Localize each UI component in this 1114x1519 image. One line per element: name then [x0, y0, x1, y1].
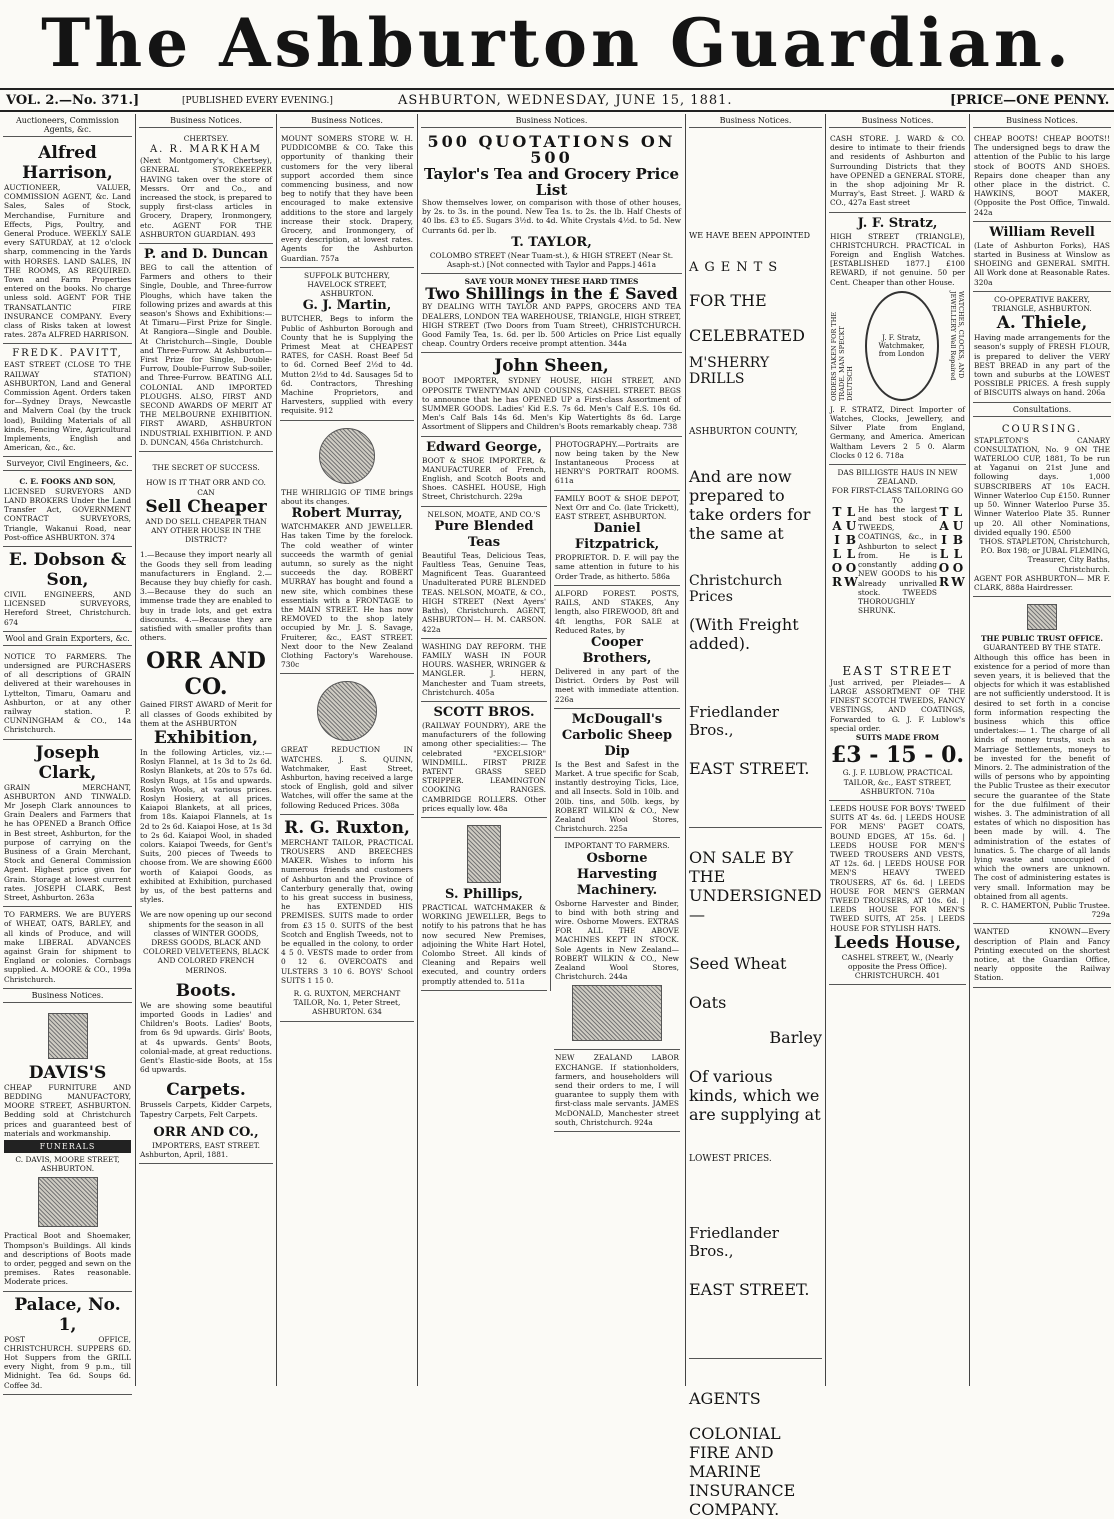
carpets-heading: Carpets.: [166, 1080, 246, 1101]
ad-title: Alfred Harrison,: [22, 143, 113, 183]
ad-title: Leeds House,: [833, 932, 962, 953]
ad-headline: SUFFOLK BUTCHERY, HAVELOCK STREET, ASHBURTON.: [303, 270, 391, 299]
washing-ad: [421, 639, 547, 702]
cooper-ad: [554, 586, 680, 709]
ad-body: STAPLETON'S CANARY CONSULTATION, No. 9 ON THE WATERLOO CUP, 1881, To be run at Yaganui on 21st June and following days. 1,000 SUBSCRIBERS AT 10s EACH. Winner Waterloo Cup £150. Runner up 50. Winner Waterloo Purse 35. Winner Waterloo Plate 35. Runner up 20. All other Nominations, divided equally 190. £500: [974, 435, 1110, 537]
column-heading: Business Notices.: [139, 114, 273, 128]
freight-text: (With Freight added).: [689, 615, 799, 653]
ad-title: William Revell: [989, 224, 1095, 240]
scott-ad: [421, 702, 547, 818]
ad-question: HOW IS IT THAT ORR AND CO. CAN: [146, 478, 266, 497]
ad-agent: AGENT FOR ASHBURTON— MR F. CLARK, 888a Hairdresser.: [974, 573, 1110, 592]
ad-body: BY DEALING WITH TAYLOR AND PAPPS, GROCERS AND TEA DEALERS, LONDON TEA WAREHOUSE, TRIANGLE, HIGH STREET, HIGH STREET (Two Doors from Tuam Street), CHRISTCHURCH. Good Family Tea, 1s. 6d. per lb. 500 Articles on Price List equally cheap. Country Orders receive prompt attention. 344a: [422, 302, 681, 349]
lublow-side-right: LUBLOW TAILOR: [937, 504, 965, 589]
insurance-text: COLONIAL FIRE AND MARINE INSURANCE COMPANY.: [689, 1424, 796, 1519]
ad-signature: R. G. RUXTON, MERCHANT TAILOR, No. 1, Peter Street, ASHBURTON. 634: [293, 989, 401, 1017]
ad-title: John Sheen,: [494, 356, 609, 377]
crest-illustration: [1027, 604, 1057, 630]
ad-title: Joseph Clark,: [35, 742, 100, 783]
orr-ad: [139, 452, 273, 1164]
ad-body: Practical Boot and Shoemaker, Thompson's Buildings. All kinds and descriptions of Boots made to order, pegged and sewn on the premises. Rates reasonable. Moderate prices.: [4, 1231, 131, 1287]
prepared-text: And are now prepared to take orders for the same at: [689, 467, 811, 543]
ad-body: Show themselves lower, on comparison with those of other houses, by 2s. to 3s. in the pound. New Tea 1s. to 2s. the lb. Half Chests of 40 lbs. £3 to £5. Sugars 3½d. to 4d. White Crystals 4½d. to 5d. New Currants 6d. per lb.: [422, 198, 681, 235]
ad-body: EAST STREET (CLOSE TO THE RAILWAY STATION) ASHBURTON, Land and General Commission Agent. Orders taken for—Sydney Drays, Newcastle and Malvern Coal (by the truck load), Building Materials of all kinds, Fencing Wire, Agricultural Implements, English and American, &c., &c.: [4, 360, 131, 453]
ad-title: THE PUBLIC TRUST OFFICE.: [980, 634, 1104, 644]
ad-body: Gained FIRST AWARD of Merit for all classes of Goods exhibited by them at the ASHBURTON: [140, 700, 272, 728]
ad-signature: G. J. F. LUBLOW, PRACTICAL TAILOR, &c., EAST STREET, ASHBURTON. 710a: [842, 768, 953, 796]
clock-illustration: [319, 428, 375, 484]
murray-ad: [280, 421, 414, 675]
fitzpatrick-ad: [554, 491, 680, 586]
photography-ad: [554, 437, 680, 491]
ad-date: Ashburton, April, 1881.: [140, 1150, 228, 1160]
ad-title: G. J. Martin,: [302, 298, 392, 314]
ad-body: Osborne Harvester and Binder, to bind with both string and wire. Osborne Mowers. EXTRAS FOR ALL THE ABOVE MACHINES KEPT IN STOCK. Sole Agents in New Zealand— ROBERT WILKIN & CO., New Zealand Wool Stores, Christchurch. 244a: [555, 898, 679, 982]
ad-subtitle: GUARANTEED BY THE STATE.: [983, 643, 1101, 653]
ward-ad: [829, 131, 966, 213]
ad-title: Palace, No. 1,: [14, 1294, 121, 1335]
section-heading: Consultations.: [973, 403, 1111, 417]
ad-body: MOUNT SOMERS STORE W. H. PUDDICOMBE & CO. Take this opportunity of thanking their customers for the very liberal support accorded them since commencing business, and now beg to notify that they have been encouraged to make extensive additions to the store and largely increase their stock. Drapery, Grocery, and Ironmongery, of every description, at lowest rates. Agents for the Ashburton Guardian. 757a: [281, 134, 413, 263]
ad-signature: R. C. HAMERTON, Public Trustee. 729a: [981, 901, 1110, 920]
ad-title: A. Thiele,: [996, 313, 1088, 334]
ad-title: Daniel Fitzpatrick,: [574, 521, 660, 553]
ad-title: C. E. FOOKS AND SON,: [19, 477, 116, 487]
section-heading: Surveyor, Civil Engineers, &c.: [3, 457, 132, 471]
ad-body: TO FARMERS. We are BUYERS of WHEAT, OATS, BARLEY, and all kinds of Produce, and will make LIBERAL ADVANCES against Grain for shipment to England or colonies. Cornbags supplied. A. MOORE & CO., 199a Christchurch.: [4, 910, 131, 984]
ad-address: CASHEL STREET, W., (Nearly opposite the Press Office). CHRISTCHURCH. 401: [841, 952, 954, 981]
boot-illustration: [38, 1177, 98, 1227]
publication-frequency: [PUBLISHED EVERY EVENING.]: [182, 96, 333, 106]
duncan-ad: [139, 244, 273, 452]
moore-ad: [3, 907, 132, 989]
farmers-notice: [3, 649, 132, 740]
ad-body: CASH STORE. J. WARD & CO. desire to intimate to their friends and residents of Ashburton and Surrounding Districts that they have OPENED a GENERAL STORE, in the shop adjoining Mr R. Murray's, East Street. J. WARD & CO., 427a East street: [830, 134, 965, 208]
lublow-ad: [829, 465, 966, 801]
puddicombe-ad: [280, 131, 414, 268]
ad-title: Osborne Harvesting Machinery.: [576, 850, 658, 898]
watch-illustration: [317, 681, 377, 741]
column-heading: Business Notices.: [421, 114, 682, 128]
clark-ad: [3, 740, 132, 908]
friedlander-heading: Friedlander Bros.,: [689, 703, 779, 739]
ad-body: In the following Articles, viz.:— Roslyn Flannel, at 1s 3d to 2s 6d. Roslyn Blankets, at 20s to 57s 6d. Roslyn Rugs, at 15s and upwards. Roslyn Wools, at various prices. Roslyn Hosiery, at all prices. Kaiapoi Blankets, at all prices, from 18s. Kaiapoi Flannels, at 1s 2d to 2s 6d. Kaiapoi Hose, at 1s 3d to 2s 6d. Kaiapoi Wool, in shaded colors. Kaiapoi Tweeds, for Gent's Suits, 200 pieces of Tweeds to choose from. We are showing £600 worth of Kaiapoi Goods, as exhibited at Exhibition, purchased by us, of the best patterns and styles.: [140, 747, 272, 905]
side-text-left: ORDERS TAKEN FOR THE TRADE. MAN SPECKT DEUTSCH: [830, 311, 854, 401]
watch-panel: [830, 291, 965, 401]
ad-headline: FAMILY BOOT & SHOE DEPOT, Next Orr and Co. (late Trickett), EAST STREET, ASHBURTON.: [555, 493, 679, 522]
ad-title: Cooper Brothers,: [582, 634, 652, 666]
various-text: Of various kinds, which we are supplying at: [689, 1067, 821, 1124]
ruxton-ad: [280, 815, 414, 1022]
wanted-ad: [973, 924, 1111, 987]
ad-body: NEW ZEALAND LABOR EXCHANGE. If stationholders, farmers, and householders will send their orders to me, I will guarantee to supply them with first-class male servants. JAMES McDONALD, Manchester street south, Christchurch. 924a: [555, 1053, 679, 1127]
column-4: [418, 114, 686, 1386]
barley-heading: Barley: [769, 1028, 822, 1047]
ad-body: LICENSED SURVEYORS AND LAND BROKERS Under the Land Transfer Act, GOVERNMENT CONTRACT SURVEYORS, Triangle, Wakanui Road, near Post-office ASHBURTON. 374: [4, 486, 131, 542]
place-and-date: ASHBURTON, WEDNESDAY, JUNE 15, 1881.: [398, 93, 733, 108]
revell-ad: [973, 222, 1111, 292]
suits-price: £3 - 15 - 0.: [830, 742, 965, 769]
ad-headline: SAVE YOUR MONEY THESE HARD TIMES: [464, 277, 639, 287]
ad-body: BOOT IMPORTER, SYDNEY HOUSE, HIGH STREET, AND OPPOSITE TWENTYMAN AND COUSINS, CASHEL STREET. BEGS to announce that he has OPENED UP a First-class Assortment of SUMMER GOODS. Ladies' Kid E.S. 7s 6d. Men's Calf E.S. 10s 6d. Men's Calf Bals 14s 6d. Men's Kip Watertights 8s 6d. Large Assortment of Slippers and Children's Boots remarkably cheap. 738: [422, 376, 681, 432]
quinn-ad: [280, 674, 414, 814]
ad-title: Edward George,: [426, 439, 542, 455]
column-5: [686, 114, 826, 1519]
ad-body: GREAT REDUCTION IN WATCHES. J. S. QUINN, Watchmaker, East Street, Ashburton, having received a large stock of English, gold and silver Watches, will offer the same at the following Reduced Prices. 308a: [281, 745, 413, 810]
ad-headline: IMPORTANT TO FARMERS.: [564, 841, 670, 851]
section-heading: Wool and Grain Exporters, &c.: [3, 632, 132, 646]
ad-body: We are now opening up our second shipments for the season in all classes of WINTER GOODS, DRESS GOODS, BLACK AND COLORED VELVETEENS, BLACK AND COLORED FRENCH MERINOS.: [140, 910, 272, 975]
agents-text: AGENTS: [689, 1389, 761, 1408]
ad-title: Two Shillings in the £ Saved: [425, 284, 678, 304]
papps-ad: [421, 274, 682, 353]
suits-text: SUITS MADE FROM: [855, 733, 940, 743]
stratz-ad: [829, 213, 966, 465]
taylor-ad: [421, 131, 682, 274]
ad-title: COURSING.: [1001, 423, 1083, 435]
ad-title: P. and D. Duncan: [144, 247, 268, 263]
price: [PRICE—ONE PENNY.: [950, 93, 1110, 108]
sell-cheaper-heading: Sell Cheaper: [145, 496, 267, 517]
ad-question: AND DO SELL CHEAPER THAN ANY OTHER HOUSE IN THE DISTRICT?: [145, 516, 267, 545]
george-ad: [421, 437, 547, 507]
column-7: [970, 114, 1114, 1386]
ad-title: McDougall's Carbolic Sheep Dip: [561, 711, 673, 759]
quotations-heading: 500 QUOTATIONS ON 500: [427, 132, 676, 167]
ad-body: Having made arrangements for the season's supply of FRESH FLOUR, is prepared to deliver the VERY BEST BREAD in any part of the town and suburbs at the LOWEST POSSIBLE PRICES. A fresh supply of BISCUITS always on hand. 206a: [974, 333, 1110, 398]
ad-body: PRACTICAL WATCHMAKER & WORKING JEWELLER, Begs to notify to his patrons that he has now secured New Premises, adjoining the White Hart Hotel, Colombo Street. All kinds of Cleaning and Repairs well executed, and country orders promptly attended to. 511a: [422, 902, 546, 986]
lublow-side-left: LUBLOW TAILOR: [830, 504, 858, 589]
column-4-right: [551, 437, 680, 1132]
markham-ad: [139, 131, 273, 244]
ad-body: BEG to call the attention of Farmers and others to their Single, Double, and Three-furrow Ploughs, which have taken the following prizes and awards at this season's Shows and Exhibitions:— At Timaru—First Prize for Single. At Rangiora—Single and Double. At Christchurch—Single, Double and Three-Furrow. At Ashburton—First Prize for Single, Double-Furrow, Double-Furrow Sub-soiler, and Three-Furrow. BEATING ALL COLONIAL AND IMPORTED PLOUGHS. ALSO, FIRST AND SECOND AWARDS OF MERIT AT THE MELBOURNE EXHIBITION. FIRST AWARD, ASHBURTON INDUSTRIAL EXHIBITION. P. AND D. DUNCAN, 456a Christchurch.: [140, 263, 272, 447]
columns: [0, 114, 1114, 1519]
funerals-banner: FUNERALS: [4, 1140, 131, 1153]
drills-heading: M'SHERRY DRILLS: [689, 355, 770, 387]
seed-wheat-heading: Seed Wheat: [689, 954, 787, 973]
ad-body: Beautiful Teas, Delicious Teas, Faultless Teas, Genuine Teas, Magnificent Teas. Guaranteed Unadulterated PURE BLENDED TEAS. NELSON, MOATE, & CO., HIGH STREET (Next Ayers' Baths), Christchurch. AGENT, ASHBURTON— H. M. CARSON. 422a: [422, 550, 546, 634]
ad-signature: T. TAYLOR,: [511, 234, 592, 250]
lublow-panel: [830, 505, 965, 665]
ad-body: (Late of Ashburton Forks), HAS started in Business at Winslow as SHOEING and GENERAL SMITH. All Work done at Reasonable Rates. 320a: [974, 240, 1110, 287]
column-4-left: [421, 437, 551, 991]
east-street-heading: EAST STREET: [842, 663, 953, 678]
agents-heading: AGENTS: [689, 260, 784, 275]
harrison-ad: [3, 140, 132, 344]
column-heading: Business Notices.: [689, 114, 822, 128]
prices-heading: Christchurch Prices: [689, 573, 783, 605]
ad-body: Delivered in any part of the District. Orders by Post will meet with immediate attention. 226a: [555, 666, 679, 704]
ad-title: Pure Blended Teas: [434, 518, 534, 550]
ad-body: PHOTOGRAPHY.—Portraits are now being taken by the New Instantaneous Process at HENRY'S PORTRAIT ROOMS. 611a: [555, 439, 679, 486]
ad-body: (RAILWAY FOUNDRY), ARE the manufacturers of the following among other specialities:— The celebrated "EXCELSIOR" WINDMILL. FIRST PRIZE PATENT GRASS SEED STRIPPER. LEAMINGTON COOKING RANGES. CAMBRIDGE ROLLERS. Other prices equally low. 48a: [422, 720, 546, 813]
ad-body: He has the largest and best stock of TWEEDS, COATINGS, &c., in Ashburton to select from. He is constantly adding NEW GOODS to his already unrivalled stock. TWEEDS THOROUGHLY SHRUNK.: [858, 504, 937, 616]
masthead: [0, 0, 1114, 86]
appointed-text: WE HAVE BEEN APPOINTED: [689, 231, 811, 240]
volume-number: VOL. 2.—No. 371.]: [6, 93, 140, 108]
ad-headline: CO-OPERATIVE BAKERY, TRIANGLE, ASHBURTON.: [992, 294, 1092, 314]
ad-headline: NELSON, MOATE, AND CO.'S: [427, 509, 541, 519]
ad-body: ALFORD FOREST. POSTS, RAILS, AND STAKES, Any length, also FIREWOOD, 8ft and 4ft lengths, FOR SALE at Reduced Rates, by: [555, 588, 679, 635]
ad-reasons: 1.—Because they import nearly all the Goods they sell from leading manufacturers in England. 2.—Because they buy chiefly for cash. 3.—Because they do such an immense trade they are enabled to buy in trade lots, and get extra discounts. 4.—Because they are satisfied with smaller profits than others.: [140, 550, 272, 643]
ad-location: CHERTSEY.: [183, 134, 229, 143]
column-heading: Auctioneers, Commission Agents, &c.: [3, 114, 132, 137]
ad-body: Although this office has been in existence for a period of more than seven years, it is believed that the objects for which it was established are not sufficiently understood. It is desired to set forth in a concise form information respecting the business which this office undertakes:— 1. The charge of all kinds of money trusts, such as Marriage Settlements, moneys to be invested for the benefit of Minors. 2. The administration of the wills of persons who by appointing the Public Trustee as their executor secure the guarantee of the State for the due fulfilment of their wishes. 3. The administration of all estates of which no disposition has been made by will. 4. The administration of the estates of lunatics. 5. The charge of all lands lying waste and unoccupied of which the owners are unknown. The cost of administering estates is very small. Information may be obtained from all agents.: [974, 652, 1110, 901]
leeds-ad: [829, 801, 966, 985]
newspaper-title: The Ashburton Guardian.: [41, 4, 1073, 82]
column-2: [136, 114, 277, 1386]
watch-key-illustration: [467, 825, 501, 883]
ad-title: J. F. Stratz,: [857, 215, 938, 231]
moate-ad: [421, 507, 547, 639]
ad-body: Brussels Carpets, Kidder Carpets, Tapestry Carpets, Felt Carpets.: [140, 1100, 272, 1119]
ad-address: COLOMBO STREET (Near Tuam-st.), & HIGH STREET (Near St. Asaph-st.) [Not connected with Taylor and Papps.] 461a: [429, 250, 674, 270]
sheep-dip-ad: [554, 709, 680, 839]
ad-body: J. F. STRATZ, Direct Importer of Watches, Clocks, Jewellery, and Silver Plate from England, Germany, and America. American Waltham Levers 2 5 0. Alarm Clocks 0 12 6. 718a: [830, 404, 965, 460]
ad-body: BUTCHER, Begs to inform the Public of Ashburton Borough and County that he is Supplying the Primest Meat at CHEAPEST RATES, for CASH. Roast Beef 5d to 6d. Corned Beef 2½d to 4d. Mutton 2½d to 4d. Sausages 5d to 6d. Contractors, Threshing Machine Proprietors, and Harvesters, supplied with every requisite. 912: [281, 314, 413, 416]
oats-heading: Oats: [689, 993, 727, 1012]
kettle-illustration: [48, 1013, 88, 1059]
ad-title: R. G. Ruxton,: [284, 817, 410, 838]
column-heading: Business Notices.: [280, 114, 414, 128]
ad-headline: FOR FIRST-CLASS TAILORING GO TO: [831, 486, 964, 505]
ad-body: AUCTIONEER, VALUER, COMMISSION AGENT, &c. Land Sales, Sales of Stock, Merchandise, Furniture and Effects, Pigs, Poultry, and General Produce. WEEKLY SALE every SATURDAY, at 12 o'clock sharp, commencing in the Yards with HORSES. LAND SALES, IN THE ROOMS, AS REQUIRED. Town and Farm Properties entered on the books. No charge unless sold. AGENT FOR THE TRANSATLANTIC FIRE INSURANCE COMPANY. Every class of Risks taken at lowest rates. 287a ALFRED HARRISON.: [4, 183, 131, 340]
hawkins-ad: [973, 131, 1111, 222]
ad-address: IMPORTERS, EAST STREET.: [152, 1140, 260, 1150]
dobson-ad: [3, 547, 132, 632]
exhibition-heading: Exhibition,: [153, 727, 259, 748]
lowest-prices-text: LOWEST PRICES.: [689, 1154, 772, 1164]
ad-title: E. Dobson & Son,: [8, 549, 127, 590]
davis-ad: [3, 1006, 132, 1292]
side-text-right: WATCHES, CLOCKS, AND JEWELLERY Well Repaired: [949, 290, 965, 381]
celebrated-text: CELEBRATED: [689, 326, 805, 345]
public-trust-ad: [973, 597, 1111, 924]
watch-illustration: [865, 291, 939, 401]
ad-body: CIVIL ENGINEERS, AND LICENSED SURVEYORS, Hereford Street, Christchurch. 674: [4, 589, 131, 627]
section-heading: Business Notices.: [3, 989, 132, 1003]
ad-signature: C. DAVIS, MOORE STREET, ASHBURTON.: [15, 1155, 120, 1174]
fooks-ad: [3, 474, 132, 546]
ad-headline: THE WHIRLIGIG OF TIME brings about its changes.: [281, 487, 413, 506]
ad-title: Robert Murray,: [291, 506, 403, 522]
ad-body: We are showing some beautiful imported Goods in Ladies' and Children's Boots. Ladies' Boots, from 6s 9d upwards. Girls' Boots, at 4s upwards. Gents' Boots, colonial-made, at great reductions. Gent's Elastic-side Boots, at 15s 6d upwards.: [140, 1000, 272, 1075]
phillips-ad: [421, 818, 547, 991]
ad-body: (Next Montgomery's, Chertsey), GENERAL STOREKEEPER HAVING taken over the store of Messrs. Orr and Co., and increased the stock, is prepared to supply first-class articles in Grocery, Drapery, Ironmongery, etc. AGENT FOR THE ASHBURTON GUARDIAN. 493: [140, 156, 272, 239]
ad-signature: THOS. STAPLETON, Christchurch, P.O. Box 198; or JUBAL FLEMING, Treasurer, City Baths, Christchurch.: [979, 536, 1110, 574]
column-heading: Business Notices.: [829, 114, 966, 128]
ad-headline: DAS BILLIGSTE HAUS IN NEW ZEALAND.: [837, 468, 958, 487]
ad-body: MERCHANT TAILOR, PRACTICAL TROUSERS AND BREECHES MAKER. Wishes to inform his numerous friends and customers of Ashburton and the Province of Canterbury generally that, owing to his great success in business, he has EXTENDED HIS PREMISES. SUITS made to order from £3 15 0. SUITS of the best Scotch and English Tweeds, not to be equalled in the colony, to order 4 5 0. VESTS made to order from 0 12 6. OVERCOATS and ULSTERS 3 10 6. BOYS' School SUITS 1 15 0.: [281, 837, 413, 985]
ad-body: NOTICE TO FARMERS. The undersigned are PURCHASERS of all descriptions of GRAIN delivered at their warehouses in Lyttelton, Timaru, Oamaru and Ashburton, or at any other railway station. P. CUNNINGHAM & CO., 14a Christchurch.: [4, 651, 131, 735]
coursing-ad: [973, 420, 1111, 597]
ad-body: GRAIN MERCHANT, ASHBURTON AND TINWALD. Mr Joseph Clark announces to Grain Dealers and Farmers that he has OPENED a Branch Office in Best street, Ashburton, for the purpose of carrying on the Business of a Grain Merchant, Stock and General Commission Agent. Highest price given for Grain. Storage at lowest current rates. JOSEPH CLARK, Best Street, Ashburton. 263a: [4, 782, 131, 902]
ad-title: SCOTT BROS.: [433, 704, 535, 720]
ad-body: PROPRIETOR. D. F. will pay the same attention in future to his Order Trade, as hitherto. 586a: [555, 553, 679, 581]
ad-body: BOOT & SHOE IMPORTER, & MANUFACTURER of French, English, and Scotch Boots and Shoes. CASHEL HOUSE, High Street, Christchurch. 229a: [422, 455, 546, 502]
ad-body: LEEDS HOUSE FOR BOYS' TWEED SUITS AT 4s. 6d. | LEEDS HOUSE FOR MENS' PAGET COATS, BOUND EDGES, AT 15s. 6d. | LEEDS HOUSE FOR MEN'S TWEED TROUSERS AND VESTS, AT 12s. 6d. | LEEDS HOUSE FOR MEN'S HEAVY TWEED TROUSERS, AT 6s. 6d. | LEEDS HOUSE FOR MEN'S GERMAN TWEED TROUSERS, AT 10s. 6d. | LEEDS HOUSE FOR MEN'S TWEED SUITS, AT 25s. | LEEDS HOUSE FOR STYLISH HATS.: [830, 803, 965, 933]
column-6: [826, 114, 970, 1386]
ad-body: POST OFFICE, CHRISTCHURCH. SUPPERS 6D. Hot Suppers from the GRILL every Night, from 9 p.m., till Midnight. Tea 6d. Soups 6d. Coffee 3d.: [4, 1334, 131, 1390]
column-1: [0, 114, 136, 1390]
ad-headline: THE SECRET OF SUCCESS.: [152, 463, 260, 473]
ad-body: Is the Best and Safest in the Market. A true specific for Scab, instantly destroying Ticks, Lice, and all Insects. Sold in 10lb. and 20lb. tins, and 50lb. kegs, by ROBERT WILKIN & CO., New Zealand Wool Stores, Christchurch. 225a: [555, 759, 679, 834]
ad-body: CHEAP FURNITURE AND BEDDING MANUFACTORY, MOORE STREET, ASHBURTON. Bedding sold at Christchurch prices and guaranteed best of materials and workmanship.: [4, 1082, 131, 1138]
friedlander-heading-2: Friedlander Bros.,: [689, 1224, 779, 1260]
on-sale-text: ON SALE BY THE UNDERSIGNED—: [689, 848, 822, 924]
martin-ad: [280, 268, 414, 421]
ad-title: S. Phillips,: [445, 886, 523, 902]
sheen-ad: [421, 353, 682, 436]
orr-title: ORR AND CO.: [146, 648, 266, 701]
ad-body: Just arrived, per Pleiades— A LARGE ASSORTMENT OF THE FINEST SCOTCH TWEEDS, FANCY VESTINGS, AND COATINGS, Forwarded to G. J. F. Lublow's special order.: [830, 677, 965, 733]
cow-illustration: [572, 985, 662, 1041]
ad-title: DAVIS'S: [28, 1062, 107, 1083]
ad-title: FREDK. PAVITT,: [12, 348, 123, 360]
ad-body: WANTED KNOWN—Every description of Plain and Fancy Printing executed on the shortest notice, at the Guardian Office, nearly opposite the Railway Station.: [974, 927, 1110, 983]
column-heading: Business Notices.: [973, 114, 1111, 128]
watch-caption: J. F. Stratz, Watchmaker, from London: [878, 333, 925, 358]
ad-body: HIGH STREET (TRIANGLE), CHRISTCHURCH. PRACTICAL in Foreign and English Watches. [ESTABLISHED 1877.] £100 REWARD, if not genuine. 50 per Cent. Cheaper than other House.: [830, 231, 965, 287]
address-text: EAST STREET.: [689, 759, 810, 778]
labor-exchange-ad: [554, 1050, 680, 1132]
pavitt-ad: [3, 344, 132, 457]
ad-signature: ORR AND CO.,: [153, 1124, 259, 1140]
ad-title: Taylor's Tea and Grocery Price List: [423, 165, 680, 199]
ad-body: WATCHMAKER AND JEWELLER. Has taken Time by the forelock. The cold weather of winter succeeds the warmth of genial autumn, so surely as the night succeeds the day. ROBERT MURRAY has bought and found a new site, which combines these essentials with a FRONTAGE to the MAIN STREET. He has now REMOVED to the shop lately occupied by Mr. J. S. Savage, Fruiterer, &c., EAST STREET. Next door to the New Zealand Clothing Factory's Warehouse. 730c: [281, 522, 413, 670]
boots-heading: Boots.: [175, 980, 237, 1001]
osborne-ad: [554, 838, 680, 1050]
thiele-ad: [973, 292, 1111, 403]
for-the-text: FOR THE: [689, 291, 767, 310]
ad-body: CHEAP BOOTS! CHEAP BOOTS!! The undersigned begs to draw the attention of the Public to his large stock of BOOTS AND SHOES. Repairs done cheaper than any other place in the district. C. HAWKINS, BOOT MAKER, (Opposite the Post Office, Tinwald. 242a: [974, 134, 1110, 217]
palace-ad: [3, 1292, 132, 1395]
ad-body: WASHING DAY REFORM. THE FAMILY WASH IN FOUR HOURS. WASHER, WRINGER & MANGLER. J. HERN, Manchester and Tuam streets, Christchurch. 405a: [422, 641, 546, 697]
ad-title: A. R. MARKHAM: [149, 144, 263, 156]
column-3: [277, 114, 418, 1386]
address-text-2: EAST STREET.: [689, 1280, 810, 1299]
dateline: [0, 88, 1114, 112]
county-text: ASHBURTON COUNTY,: [689, 427, 798, 437]
